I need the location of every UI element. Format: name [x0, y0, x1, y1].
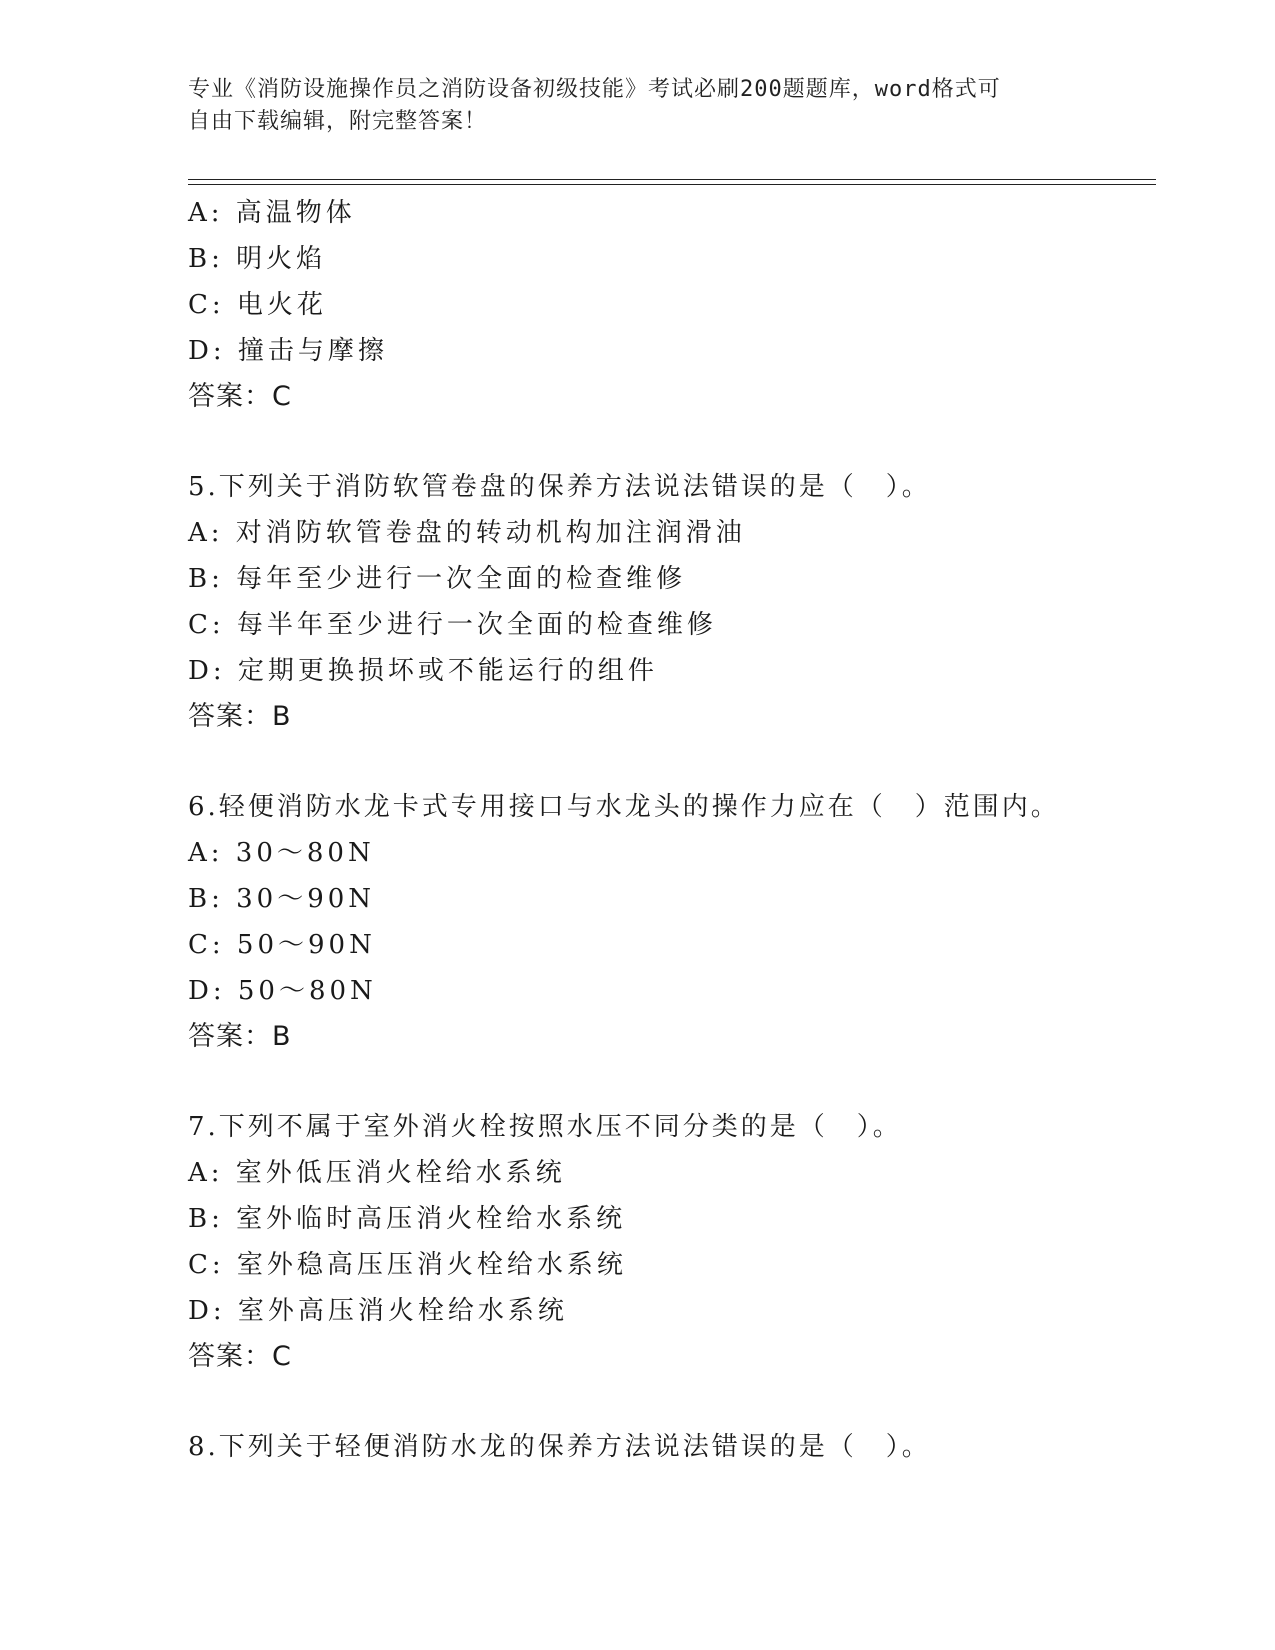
option-a: A: 室外低压消火栓给水系统 — [188, 1158, 566, 1188]
option-b: B: 室外临时高压消火栓给水系统 — [188, 1204, 627, 1234]
question-block-8 — [188, 1424, 1156, 1470]
answer-text: 答案：B — [188, 701, 292, 732]
option-a: A: 30～80N — [188, 838, 375, 868]
question-block-6 — [188, 784, 1156, 1060]
option-c: C: 室外稳高压压消火栓给水系统 — [188, 1250, 627, 1280]
question-block-7 — [188, 1104, 1156, 1380]
option-b: B: 30～90N — [188, 884, 376, 914]
option-b: B: 明火焰 — [188, 244, 327, 274]
question-block-5 — [188, 464, 1156, 740]
option-d: D: 50～80N — [188, 976, 377, 1006]
question-list — [188, 190, 1156, 1470]
option-c: C: 电火花 — [188, 290, 327, 320]
question-text: 8.下列关于轻便消防水龙的保养方法说法错误的是（ ）。 — [188, 1432, 931, 1462]
answer-text: 答案：C — [188, 381, 292, 412]
question-block-4 — [188, 190, 1156, 420]
option-a: A: 对消防软管卷盘的转动机构加注润滑油 — [188, 518, 746, 548]
header-line-1: 专业《消防设施操作员之消防设备初级技能》考试必刷200题题库，word格式可 — [188, 77, 1001, 102]
question-text: 5.下列关于消防软管卷盘的保养方法说法错误的是（ ）。 — [188, 472, 931, 502]
option-c: C: 每半年至少进行一次全面的检查维修 — [188, 610, 717, 640]
option-d: D: 撞击与摩擦 — [188, 336, 388, 366]
answer-text: 答案：B — [188, 1021, 292, 1052]
header-line-2: 自由下载编辑，附完整答案！ — [188, 109, 488, 134]
option-b: B: 每年至少进行一次全面的检查维修 — [188, 564, 687, 594]
document-header — [188, 74, 1068, 138]
header-divider — [188, 179, 1156, 185]
question-text: 7.下列不属于室外消火栓按照水压不同分类的是（ ）。 — [188, 1112, 902, 1142]
option-d: D: 定期更换损坏或不能运行的组件 — [188, 656, 658, 686]
question-text: 6.轻便消防水龙卡式专用接口与水龙头的操作力应在（ ）范围内。 — [188, 792, 1060, 822]
option-d: D: 室外高压消火栓给水系统 — [188, 1296, 568, 1326]
option-c: C: 50～90N — [188, 930, 376, 960]
option-a: A: 高温物体 — [188, 198, 356, 228]
answer-text: 答案：C — [188, 1341, 292, 1372]
